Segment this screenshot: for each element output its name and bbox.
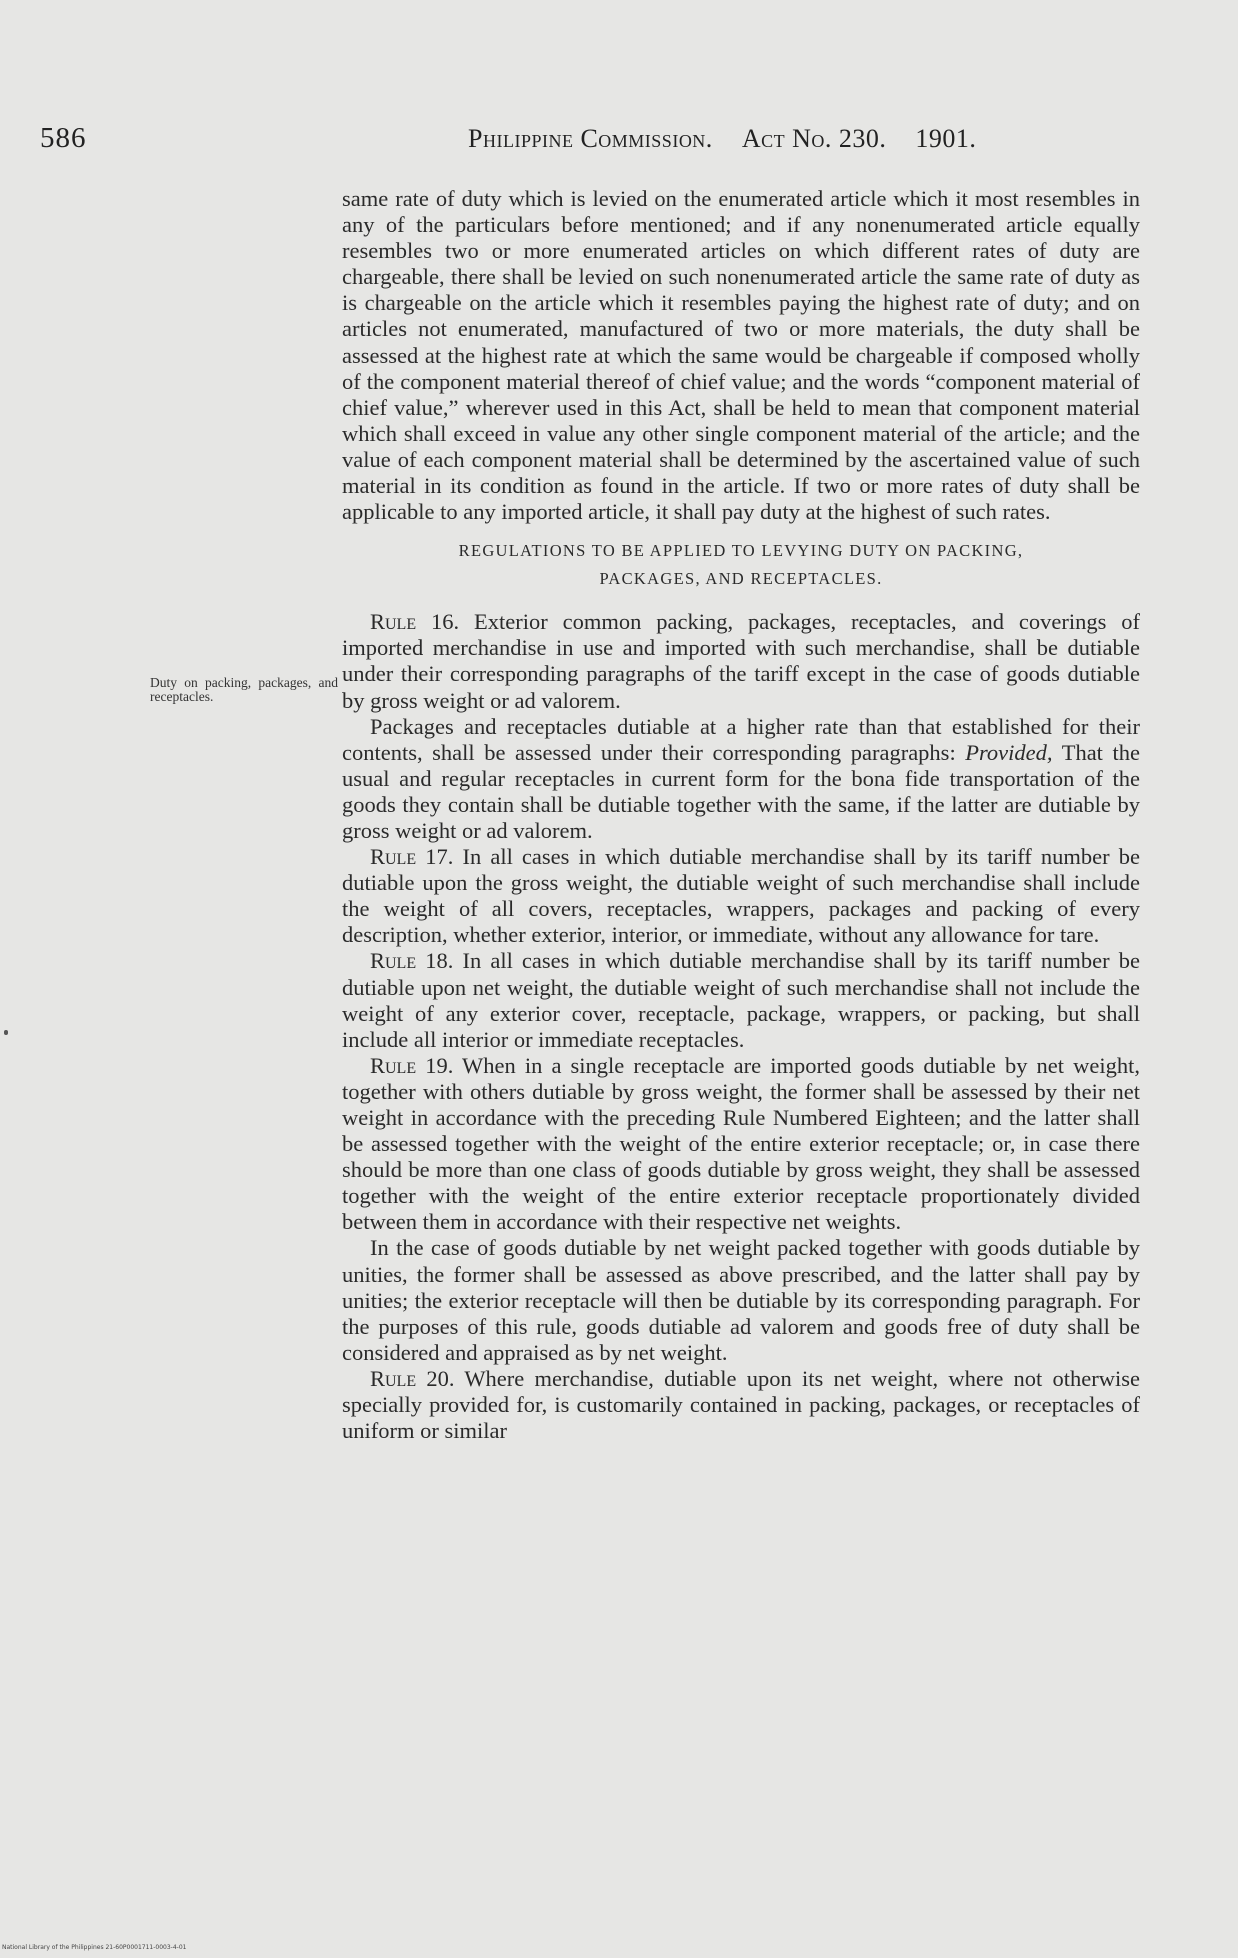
proviso-lead: Packages and receptacles dutiable at a higher rate than that established for their contents, shall be assessed under their corresponding paragraphs: xyxy=(342,713,1140,765)
rule-20-label: Rule 20. xyxy=(370,1365,455,1391)
rule-17-text: In all cases in which dutiable merchandise shall by its tariff number be dutiable upon the gross weight, the dutiable weight of such merchandise shall include the weight of all covers, receptacles, wrappers, packages and packing of every description, whether exterior, interior, or immediate, without any allowance for tare. xyxy=(342,844,1141,948)
section-heading xyxy=(342,537,1140,593)
scan-speck xyxy=(4,1030,8,1035)
rule-16-proviso-paragraph xyxy=(342,714,1140,844)
section-heading-line-1: REGULATIONS TO BE APPLIED TO LEVYING DUTY ON PACKING, xyxy=(458,541,1024,561)
rule-18-label: Rule 18. xyxy=(370,948,454,974)
page-number: 586 xyxy=(40,122,87,154)
running-head xyxy=(468,124,976,154)
rule-20-text: Where merchandise, dutiable upon its net weight, where not otherwise specially provided for, is customarily contained in packing, packages, or receptacles of uniform or similar xyxy=(342,1365,1140,1444)
continuation-paragraph: same rate of duty which is levied on the enumerated article which it most resembles in any of the particulars before mentioned; and if any nonenumerated article equally resembles two or more enumerated articles on which different rates of duty are chargeable, there shall be levied on such nonenumerated article the same rate of duty as is chargeable on the article which it resembles paying the highest rate of duty; and on articles not enumerated, manufactured of two or more materials, the duty shall be assessed at the highest rate at which the same would be chargeable if composed wholly of the component material thereof of chief value; and the words “component material of chief value,” wherever used in this Act, shall be held to mean that component material which shall exceed in value any other single component material of the article; and the value of each component material shall be determined by the ascertained value of such material in its condition as found in the article. If two or more rates of duty shall be applicable to any imported article, it shall pay duty at the highest of such rates. xyxy=(342,186,1140,525)
scan-imprint: National Library of the Philippines 21-60P0001711-0003-4-01 xyxy=(2,1944,187,1951)
section-heading-line-2: PACKAGES, AND RECEPTACLES. xyxy=(599,569,883,589)
act-number: Act No. 230. xyxy=(741,124,887,153)
rule-19-second-paragraph: In the case of goods dutiable by net weight packed together with goods dutiable by unities, the former shall be assessed as above prescribed, and the latter shall pay by unities; the exterior receptacle will then be dutiable by its corresponding paragraph. For the purposes of this rule, goods dutiable ad valorem and goods free of duty shall be considered and appraised as by net weight. xyxy=(342,1235,1140,1365)
rule-16-paragraph xyxy=(342,609,1140,713)
rule-17-paragraph xyxy=(342,844,1140,948)
rule-19-paragraph xyxy=(342,1053,1140,1236)
rule-16-text: Exterior common packing, packages, receptacles, and coverings of imported merchandise in use and imported with such merchandise, shall be dutiable under their corresponding paragraphs of the tariff except in the case of goods dutiable by gross weight or ad valorem. xyxy=(342,609,1140,713)
rule-19-text: When in a single receptacle are imported goods dutiable by net weight, together with others dutiable by gross weight, the former shall be assessed by their net weight in accordance with the preceding Rule Numbered Eighteen; and the latter shall be assessed together with the weight of the entire exterior receptacle; or, in case there should be more than one class of goods dutiable by gross weight, they shall be assessed together with the weight of the entire exterior receptacle proportionately divided between them in accordance with their respective net weights. xyxy=(342,1052,1141,1235)
rule-19-label: Rule 19. xyxy=(370,1052,454,1078)
year: 1901. xyxy=(915,124,977,153)
rule-16-label: Rule 16. xyxy=(370,609,460,635)
body-text xyxy=(342,186,1140,1444)
rule-18-paragraph xyxy=(342,948,1140,1052)
proviso-text: That the usual and regular receptacles in current form for the bona fide transportation of the goods they contain shall be dutiable together with the same, if the latter are dutiable by gross weight or ad valorem. xyxy=(342,739,1140,843)
rule-17-label: Rule 17. xyxy=(370,844,454,870)
rule-20-paragraph xyxy=(342,1366,1140,1444)
proviso-word: Provided, xyxy=(965,739,1053,765)
running-title: Philippine Commission. xyxy=(468,124,713,153)
rule-18-text: In all cases in which dutiable merchandise shall by its tariff number be dutiable upon net weight, the dutiable weight of such merchandise shall not include the weight of any exterior cover, receptacle, package, wrappers, or packing, but shall include all interior or immediate receptacles. xyxy=(342,948,1141,1052)
margin-note: Duty on packing, packages, and receptacles. xyxy=(150,675,338,704)
